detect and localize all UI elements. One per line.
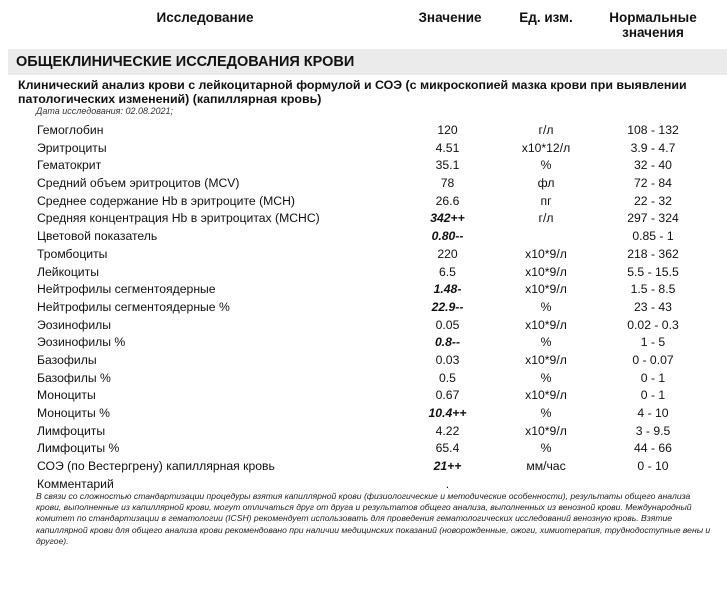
row-name: Лимфоциты	[37, 423, 106, 438]
row-value: 0.05	[435, 317, 460, 332]
row-unit: x10*9/л	[525, 282, 567, 297]
table-row	[0, 140, 727, 158]
row-value: 65.4	[435, 441, 460, 456]
row-value: 0.67	[435, 388, 460, 403]
row-norm: 22 - 32	[634, 193, 672, 208]
row-norm: 0 - 1	[640, 388, 666, 403]
row-name: Базофилы %	[37, 370, 111, 385]
table-row	[0, 423, 727, 441]
row-name: Моноциты	[37, 388, 96, 403]
row-unit: г/л	[538, 211, 554, 226]
row-value-flagged: 22.9--	[431, 299, 464, 314]
row-name: Цветовой показатель	[37, 229, 158, 244]
row-norm: 0 - 10	[637, 459, 669, 474]
table-row	[0, 193, 727, 211]
row-value: 4.51	[435, 140, 460, 155]
row-value: 6.5	[439, 264, 456, 279]
section-title: ОБЩЕКЛИНИЧЕСКИЕ ИССЛЕДОВАНИЯ КРОВИ	[8, 49, 727, 75]
table-row	[0, 440, 727, 458]
row-unit: %	[540, 335, 552, 350]
row-name: Гематокрит	[37, 158, 102, 173]
table-row	[0, 299, 727, 317]
row-value-flagged: 0.8--	[434, 335, 461, 350]
row-norm: 23 - 43	[634, 299, 672, 314]
header-name: Исследование	[156, 10, 254, 25]
row-name: Лейкоциты	[37, 264, 99, 279]
row-value: 120	[437, 123, 458, 137]
table-row	[0, 210, 727, 228]
table-row	[0, 370, 727, 388]
row-name: Базофилы	[37, 352, 97, 367]
row-norm: 3 - 9.5	[635, 423, 671, 438]
row-unit: %	[540, 158, 552, 173]
row-unit: x10*9/л	[525, 388, 567, 403]
row-unit: г/л	[538, 123, 554, 137]
row-norm: 44 - 66	[634, 441, 672, 456]
table-row	[0, 458, 727, 476]
row-norm: 72 - 84	[634, 176, 672, 191]
row-value-flagged: 21++	[433, 459, 462, 474]
row-name: Нейтрофилы сегментоядерные %	[37, 299, 230, 314]
table-row	[0, 175, 727, 193]
row-unit: x10*9/л	[525, 423, 567, 438]
row-name: Эозинофилы %	[37, 335, 126, 350]
header-unit: Ед. изм.	[519, 10, 573, 25]
row-unit: фл	[537, 176, 555, 191]
row-norm: 0.85 - 1	[632, 229, 674, 244]
row-name: Эритроциты	[37, 140, 107, 155]
table-row	[0, 317, 727, 335]
header-value: Значение	[418, 10, 482, 25]
row-norm: 0.02 - 0.3	[627, 317, 679, 332]
table-row	[0, 264, 727, 282]
row-norm: 0 - 0.07	[632, 352, 674, 367]
disclaimer-note: В связи со сложностью стандартизации процедуры взятия капиллярной крови (физиологические и методические особенности), результаты общего анализа крови, выполненные из капиллярной крови, могут отличаться друг от друга и результатов общего анализа, выполненных из венозной крови. Международный комитет по стандартизации в гематологии (ICSH) рекомендует использовать для проведения гематологических исследований венозную кровь. Взятие капиллярной крови для общего анализа крови рекомендовано при наличии медицинских показаний (новорожденные, ожоги, химиотерапия, труднодоступные вены и другое).	[36, 491, 711, 546]
row-value: 0.5	[439, 370, 456, 385]
row-value: 220	[437, 246, 458, 261]
results-table	[0, 122, 727, 493]
row-value-flagged: 1.48-	[433, 282, 462, 297]
row-norm: 3.9 - 4.7	[630, 140, 676, 155]
row-norm: 0 - 1	[640, 370, 666, 385]
row-unit: x10*9/л	[525, 317, 567, 332]
row-value: .	[445, 476, 450, 491]
row-value-flagged: 10.4++	[428, 406, 467, 420]
row-unit: %	[540, 370, 552, 385]
row-unit: x10*9/л	[525, 352, 567, 367]
row-value: 35.1	[435, 158, 460, 173]
test-title: Клинический анализ крови с лейкоцитарной формулой и СОЭ (с микроскопией мазка крови при выявлении патологических изменений) (капиллярная кровь)	[18, 78, 687, 106]
table-row	[0, 334, 727, 352]
row-name: Среднее содержание Hb в эритроците (MCH)	[37, 193, 295, 208]
table-row	[0, 405, 727, 423]
row-name: Эозинофилы	[37, 317, 112, 332]
row-norm: 4 - 10	[637, 406, 669, 420]
row-unit: x10*12/л	[521, 140, 571, 155]
row-value: 26.6	[435, 193, 460, 208]
table-row	[0, 387, 727, 405]
row-unit: %	[540, 299, 552, 314]
row-norm: 5.5 - 15.5	[627, 264, 679, 279]
row-unit: пг	[540, 193, 552, 208]
row-name: Тромбоциты	[37, 246, 108, 261]
row-unit: x10*9/л	[525, 264, 567, 279]
row-name: Гемоглобин	[37, 123, 104, 137]
test-date: Дата исследования: 02.08.2021;	[36, 106, 174, 116]
row-norm: 297 - 324	[627, 211, 679, 226]
row-name: Комментарий	[37, 476, 114, 491]
row-name: Нейтрофилы сегментоядерные	[37, 282, 216, 297]
row-norm: 1.5 - 8.5	[630, 282, 676, 297]
row-value-flagged: 342++	[430, 211, 465, 226]
table-row	[0, 122, 727, 140]
row-value: 0.03	[435, 352, 460, 367]
row-value: 4.22	[435, 423, 460, 438]
row-norm: 108 - 132	[627, 123, 679, 137]
row-unit: %	[540, 441, 552, 456]
table-header	[0, 8, 727, 46]
table-row	[0, 352, 727, 370]
row-name: Моноциты %	[37, 406, 110, 420]
row-unit: x10*9/л	[525, 246, 567, 261]
row-name: СОЭ (по Вестергрену) капиллярная кровь	[37, 459, 275, 474]
row-name: Лимфоциты %	[37, 441, 120, 456]
table-row	[0, 228, 727, 246]
row-unit: мм/час	[526, 459, 566, 474]
row-norm: 1 - 5	[640, 335, 666, 350]
row-norm: 32 - 40	[634, 158, 672, 173]
table-row	[0, 281, 727, 299]
row-name: Средний объем эритроцитов (MCV)	[37, 176, 240, 191]
row-value-flagged: 0.80--	[431, 229, 464, 244]
row-name: Средняя концентрация Hb в эритроцитах (MCHC)	[37, 211, 320, 226]
table-row	[0, 246, 727, 264]
row-unit: %	[540, 406, 552, 420]
header-norm: Нормальные значения	[609, 10, 697, 40]
table-row	[0, 157, 727, 175]
row-norm: 218 - 362	[627, 246, 679, 261]
row-value: 78	[440, 176, 455, 191]
